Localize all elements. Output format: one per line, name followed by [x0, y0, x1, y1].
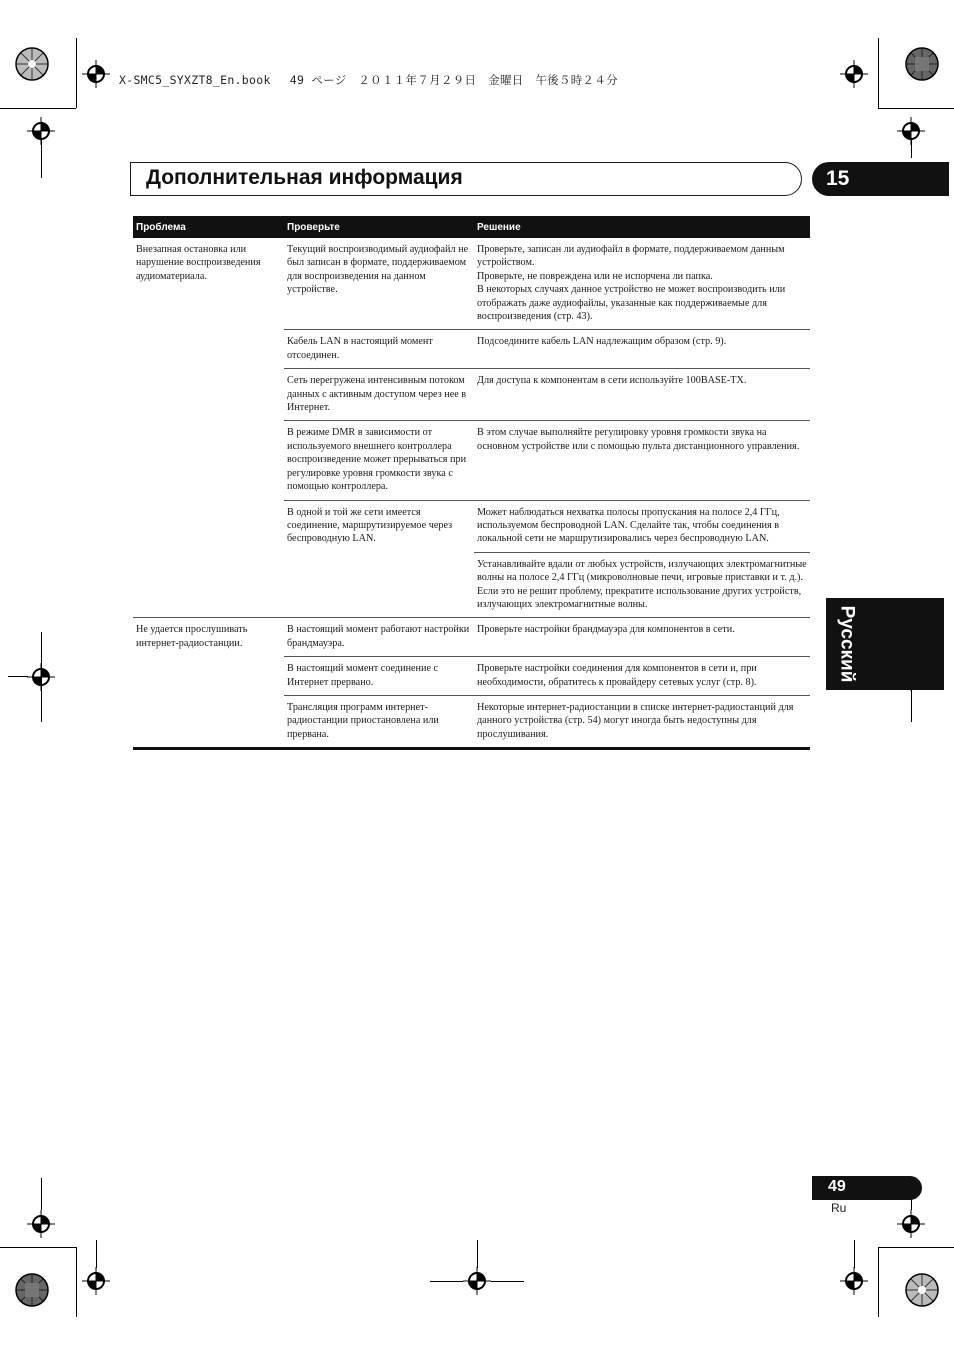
- table-row: [133, 238, 810, 330]
- solution-cell: Подсоедините кабель LAN надлежащим образом (стр. 9).: [474, 330, 810, 369]
- solution-cell: Может наблюдаться нехватка полосы пропускания на полосе 2,4 ГГц, используемом беспроводной LAN. Сделайте так, чтобы соединения в локальной сети не маршрутизировались через беспроводную LAN.: [474, 500, 810, 552]
- print-job-header: X-SMC5_SYXZT8_En.book 49 ページ ２０１１年７月２９日 金曜日 午後５時２４分: [119, 73, 618, 87]
- page-language-code: Ru: [831, 1201, 847, 1215]
- check-cell: В одной и той же сети имеется соединение, маршрутизируемое через беспроводную LAN.: [284, 500, 474, 618]
- solution-cell: Некоторые интернет-радиостанции в списке интернет-радиостанций для данного устройства (стр. 54) могут иногда быть недоступны для прослушивания.: [477, 701, 794, 740]
- troubleshooting-table: [133, 216, 810, 750]
- check-cell: Текущий воспроизводимый аудиофайл не был записан в формате, поддерживаемом для воспроизведения на данном устройстве.: [284, 238, 474, 330]
- table-row: [133, 618, 810, 657]
- language-side-tab: [826, 598, 944, 690]
- registration-target-icon: [840, 60, 868, 88]
- page-number: 49: [828, 1178, 846, 1195]
- section-title: Дополнительная информация: [146, 166, 463, 189]
- solution-cell: Проверьте настройки брандмауэра для компонентов в сети.: [474, 618, 810, 657]
- language-side-tab-label: Русский: [836, 605, 857, 683]
- solution-cell: Проверьте настройки соединения для компонентов в сети и, при необходимости, обратитесь к провайдеру сетевых услуг (стр. 8).: [474, 657, 810, 696]
- column-header-check: Проверьте: [284, 216, 474, 238]
- registration-target-icon: [82, 60, 110, 88]
- column-header-problem: Проблема: [133, 216, 284, 238]
- starburst-mark-icon: [15, 1273, 49, 1307]
- check-cell: В режиме DMR в зависимости от используемого внешнего контроллера воспроизведение может прерываться при регулировке уровня громкости звука с помощью контроллера.: [284, 421, 474, 500]
- solution-cell: Устанавливайте вдали от любых устройств, излучающих электромагнитные волны на полосе 2,4 ГГц (микроволновые печи, игровые приставки и т. д.). Если это не решит проблему, прекратите использование других устройств, излучающих электромагнитные волны.: [474, 552, 810, 618]
- starburst-mark-icon: [905, 1273, 939, 1307]
- registration-target-icon: [463, 1267, 491, 1295]
- solution-cell: Для доступа к компонентам в сети используйте 100BASE-TX.: [474, 369, 810, 421]
- check-cell: В настоящий момент работают настройки брандмауэра.: [284, 618, 474, 657]
- solution-cell: Проверьте, записан ли аудиофайл в формате, поддерживаемом данным устройством. Проверьте, не повреждена или не испорчена ли папка. В некоторых случаях данное устройство не может воспроизводить или отображать даже аудиофайлы, указанные как поддерживаемые для воспроизведения (стр. 43).: [474, 238, 810, 330]
- check-cell: Кабель LAN в настоящий момент отсоединен.: [284, 330, 474, 369]
- column-header-solution: Решение: [474, 216, 810, 238]
- check-cell: Трансляция программ интернет-радиостанции приостановлена или прервана.: [287, 701, 439, 740]
- check-cell: Сеть перегружена интенсивным потоком данных с активным доступом через нее в Интернет.: [284, 369, 474, 421]
- check-cell: В настоящий момент соединение с Интернет прервано.: [284, 657, 474, 696]
- starburst-mark-icon: [15, 47, 49, 81]
- registration-target-icon: [27, 1210, 55, 1238]
- problem-cell: Не удается прослушивать интернет-радиостанции.: [136, 624, 248, 649]
- problem-cell: Внезапная остановка или нарушение воспроизведения аудиоматериала.: [133, 238, 284, 618]
- starburst-mark-icon: [905, 47, 939, 81]
- registration-target-icon: [840, 1267, 868, 1295]
- chapter-number: 15: [826, 167, 850, 190]
- table-header-row: [133, 216, 810, 238]
- solution-cell: В этом случае выполняйте регулировку уровня громкости звука на основном устройстве или с помощью пульта дистанционного управления.: [474, 421, 810, 500]
- registration-target-icon: [82, 1267, 110, 1295]
- registration-target-icon: [897, 1210, 925, 1238]
